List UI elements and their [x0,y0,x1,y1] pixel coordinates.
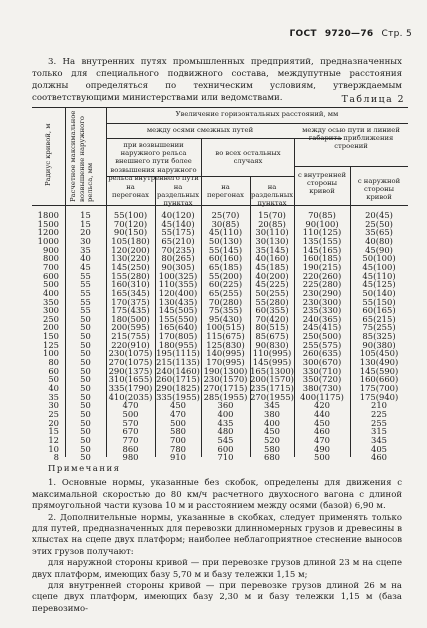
table-cell: 50 [80,322,91,333]
table-cell: 255 [371,417,387,428]
table-cell: 55(280) [255,296,289,307]
table-cell: 110(995) [252,348,292,359]
table-cell: 135(155) [302,235,342,246]
table-cell: 270(1955) [250,391,294,402]
table-cell: 45(125) [362,279,396,290]
table-cell: 230(300) [302,296,342,307]
table-cell: 45(90) [365,244,393,255]
table-cell: 100(515) [206,322,245,333]
table-cell: 490 [314,443,330,454]
table-cell: 10 [48,443,59,454]
table-cell: 30(85) [211,218,240,229]
table-cell: 20 [80,227,91,238]
table-cell: 260(635) [302,348,342,359]
table-cell: 255(575) [302,339,342,350]
table-cell: 80 [48,357,59,368]
table-cell: 1800 [37,210,59,220]
table-cell: 770 [122,434,139,445]
table-cell: 120(400) [158,287,198,298]
note-4: для внутренней стороны кривой — при перевозке грузов длиной 26 м на сцепе двух платформ, имеющих базу 2,30 м и базу тележки 1,15 м (база перевозимо- [32,581,402,614]
table-cell: 980 [122,452,139,463]
table-cell: 145(995) [252,357,292,368]
table-cell: 190(1300) [203,365,248,376]
table-cell: 780 [170,443,186,454]
table-cell: 580 [264,443,280,454]
table-cell: 245(415) [302,322,342,333]
table-cell: 470 [314,434,330,445]
table-cell: 420 [314,400,330,411]
table-cell: 250 [43,313,59,324]
table-cell: 45(225) [255,279,289,290]
table-cell: 8 [53,452,59,463]
table-cell: 460 [371,452,387,463]
table-cell: 1000 [37,235,59,246]
table-cell: 170(805) [158,331,198,342]
table-cell: 480 [217,426,234,437]
table-cell: 80(515) [255,322,289,333]
table-cell: 150 [43,331,59,342]
table-cell: 860 [122,443,139,454]
table-cell: 15 [80,218,91,229]
page-number: Стр. 5 [381,29,412,39]
table-cell: 145(505) [158,305,198,316]
table-cell: 120(200) [111,244,150,255]
table-cell: 25(70) [211,210,240,220]
table-cell: 700 [43,261,59,272]
table-cell: 450 [264,426,280,437]
table-cell: 50 [80,357,91,368]
table-cell: 90(830) [255,339,289,350]
table-cell: 30(110) [255,227,289,238]
table-cell: 600 [217,443,234,454]
table-cell: 310(1655) [108,374,153,385]
header-points: на раздельных пунктах [156,183,200,208]
header-increase: Увеличение горизонтальных расстояний, мм [175,110,339,118]
table-cell: 145(250) [111,261,150,272]
table-cell: 65(215) [362,313,396,324]
table-cell: 60 [48,365,59,376]
table-cell: 35 [48,391,59,402]
table-cell: 95(430) [208,313,243,324]
table-cell: 12 [48,434,59,445]
table-cell: 335(1955) [156,391,200,402]
table-cell: 115(675) [206,331,245,342]
table-cell: 165(345) [111,287,150,298]
table-cell: 15(70) [258,210,286,220]
table-cell: 1200 [37,227,59,238]
header-stages: на перегонах [112,183,149,200]
header-radius: Радиус кривой, м [44,123,52,186]
table-cell: 315 [371,426,387,437]
table-cell: 45(110) [362,270,396,281]
table-cell: 200(595) [111,322,150,333]
table-cell: 110(355) [158,279,198,290]
header-rule-increase [106,123,408,124]
table-cell: 225(280) [302,279,342,290]
header-outer-side: с наружной стороны кривой [357,177,401,202]
table-cell: 90(305) [161,261,195,272]
table-cell: 1500 [37,218,59,229]
header-stages-2: на перегонах [207,183,244,200]
table-cell: 910 [170,452,186,463]
table-cell: 900 [43,244,59,255]
table-cell: 175(435) [111,305,150,316]
table-cell: 55(175) [161,227,195,238]
table-cell: 50 [80,313,91,324]
header-other-cases: во всех остальных случаях [215,149,281,166]
table-cell: 195(1115) [156,348,200,359]
table-cell: 30 [80,235,91,246]
table-cell: 50 [80,391,91,402]
header-elevation: Расчетное максимальное возвышение наружного рельса, мм [69,110,94,202]
table-cell: 20(45) [365,210,393,220]
table-cell: 285(1955) [203,391,248,402]
table-cell: 55 [80,287,91,298]
table-cell: 500 [170,417,186,428]
table-cell: 40 [80,253,91,264]
table-cell: 380 [264,408,280,419]
table-cell: 70(420) [255,313,289,324]
table-cell: 155(550) [158,313,198,324]
table-cell: 30 [48,400,59,411]
table-cell: 500 [122,408,139,419]
table-cell: 50 [80,417,91,428]
table-cell: 125(830) [206,339,245,350]
table-cell: 45(140) [161,218,195,229]
table-cell: 230(290) [302,287,342,298]
table-cell: 125 [43,339,59,350]
table-cell: 45 [80,261,91,272]
table-cell: 145(590) [359,365,399,376]
header-bottom-rule [32,205,408,206]
table-cell: 175(940) [359,391,399,402]
header-inner-side: с внутренней стороны кривой [297,171,347,196]
table-cell: 20(85) [258,218,286,229]
table-cell: 215(755) [111,331,150,342]
table-cell: 680 [264,452,280,463]
table-cell: 40 [48,383,59,393]
table-cell: 55(100) [113,210,148,220]
table-cell: 175(700) [359,383,399,393]
table-cell: 40(160) [255,253,289,264]
header-between-tracks: между осями смежных путей [146,126,254,134]
table-cell: 170(375) [111,296,150,307]
table-cell: 410(2035) [108,391,153,402]
table-cell: 180(955) [158,339,198,350]
table-cell: 105(450) [359,348,399,359]
table-cell: 710 [217,452,234,463]
note-2: 2. Дополнительные нормы, указанные в скобках, следует применять только для путей, предназначенных для перевозки длинномерных грузов и древесины в хлыстах на сцепе двух платформ; наиболее неблагоприятное стеснение выносов этих грузов получают: [32,512,402,557]
table-cell: 50 [80,426,91,437]
intro-text: 3. На внутренних путях промышленных предприятий, предназначенных только для специального подвижного состава, междупутные расстояния должны определяться по техническим условиям, утверждаемым соответствующими министерствами или ведомствами. [32,57,402,103]
table-cell: 235(1715) [250,383,294,393]
table-cell: 70(120) [113,218,148,229]
table-cell: 85(675) [255,331,289,342]
table-cell: 400 [264,417,280,428]
table-cell: 270(1715) [203,383,248,393]
table-cell: 50 [80,331,91,342]
table-cell: 35 [80,244,91,255]
table-cell: 270(1075) [108,357,153,368]
table-cell: 670 [122,426,139,437]
table-cell: 65(185) [208,261,243,272]
table-cell: 165(1300) [250,365,294,376]
table-cell: 65(255) [208,287,243,298]
table-cell: 50 [48,374,59,385]
table-cell: 300(670) [302,357,342,368]
table-cell: 60(165) [362,305,396,316]
table-cell: 160(660) [359,374,399,385]
table-cell: 450 [314,417,330,428]
table-cell: 360 [217,400,234,411]
table-cell: 140(995) [206,348,245,359]
table-cell: 55(200) [208,270,243,281]
table-cell: 290(1825) [156,383,200,393]
table-cell: 170(995) [206,357,245,368]
header-between-axis: между осью пути и линией габарита приближения строений [302,126,400,151]
table-cell: 520 [264,434,280,445]
table-cell: 235(330) [302,305,342,316]
table-cell: 160(310) [111,279,150,290]
table-cell: 435 [217,417,234,428]
table-cell: 50 [80,434,91,445]
table-cell: 70(235) [161,244,195,255]
table-cell: 50(130) [208,235,243,246]
table-cell: 100 [43,348,59,359]
table-cell: 470 [122,400,139,411]
table-cell: 35(65) [365,227,393,238]
table-cell: 55 [80,305,91,316]
table-cell: 450 [170,400,186,411]
standard-label: ГОСТ [289,29,317,39]
table-cell: 200 [43,322,59,333]
table-cell: 45(100) [362,261,396,272]
table-cell: 105(180) [111,235,150,246]
table-cell: 50 [80,339,91,350]
table-cell: 55 [80,279,91,290]
table-cell: 405 [371,443,387,454]
table-cell: 580 [170,426,186,437]
table-cell: 90(100) [305,218,339,229]
table-cell: 65(210) [161,235,195,246]
table-cell: 30(130) [255,235,289,246]
table-cell: 25(50) [365,218,393,229]
table-cell: 345 [371,434,387,445]
table-cell: 400 [217,408,234,419]
table-cell: 40(200) [255,270,289,281]
table-cell: 40(80) [365,235,393,246]
table-cell: 75(355) [208,305,243,316]
page-header [0,29,412,39]
table-cell: 165(640) [158,322,198,333]
table-cell: 545 [217,434,234,445]
table-cell: 800 [43,253,59,264]
table-cell: 200(1570) [250,374,294,385]
table-cell: 50 [80,383,91,393]
table-cell: 50 [80,348,91,359]
table-cell: 335(1790) [108,383,153,393]
table-cell: 350(720) [302,374,342,385]
table-cell: 500 [43,279,59,290]
table-cell: 400(1175) [300,391,344,402]
table-cell: 240(1460) [156,365,200,376]
table-cell: 500 [314,452,330,463]
table-cell: 345 [264,400,280,411]
table-cell: 215(1135) [156,357,200,368]
table-cell: 330(710) [302,365,342,376]
table-cell: 260(1715) [156,374,200,385]
table-cell: 700 [170,434,186,445]
table-cell: 45(110) [208,227,243,238]
table-cell: 15 [80,210,91,220]
table-cell: 40(120) [161,210,195,220]
header-points-2: на раздельных пунктах [251,183,293,208]
table-cell: 440 [314,408,330,419]
table-cell: 90(380) [362,339,396,350]
header-outer-elevation: при возвышении наружного рельса внешнего пути более возвышения наружного рельса внутреннего пути [108,141,199,182]
table-cell: 45(185) [255,261,289,272]
table-cell: 220(910) [111,339,150,350]
table-cell: 600 [43,270,59,281]
table-cell: 380(730) [302,383,342,393]
table-cell: 300 [43,305,59,316]
table-cell: 50(140) [362,287,396,298]
note-3: для наружной стороны кривой — при перевозке грузов длиной 23 м на сцепе двух платформ, имеющих базу 5,70 м и базу тележки 1,15 м; [32,558,402,580]
table-cell: 250(500) [302,331,342,342]
table-cell: 570 [122,417,139,428]
table-cell: 160(185) [302,253,342,264]
table-cell: 70(85) [308,210,336,220]
table-cell: 55 [80,296,91,307]
table-top-rule [32,107,408,108]
table-cell: 460 [314,426,330,437]
notes-section [32,464,402,615]
table-cell: 145(165) [302,244,342,255]
notes-title: Примечания [48,464,121,474]
table-cell: 50 [80,408,91,419]
table-cell: 50 [80,400,91,411]
table-cell: 350 [43,296,59,307]
table-cell: 50 [80,374,91,385]
table-cell: 75(255) [362,322,396,333]
table-cell: 220(260) [302,270,342,281]
table-cell: 70(280) [208,296,243,307]
vrule-radius [65,107,66,205]
table-cell: 230(1570) [203,374,248,385]
table-cell: 55(145) [208,244,243,255]
table-cell: 50 [80,452,91,463]
table-cell: 180(500) [111,313,150,324]
table-cell: 50 [80,365,91,376]
table-cell: 130(490) [359,357,399,368]
table-cell: 130(435) [158,296,198,307]
standard-number: 9720—76 [324,29,374,39]
table-cell: 35(145) [255,244,289,255]
table-cell: 290(1375) [108,365,153,376]
note-1: 1. Основные нормы, указанные без скобок, определены для движения с максимальной скоростью до 80 км/ч расчетного двухосного вагона с длиной прямоугольной части кузова 10 м и расстоянием между осями (базой) 6,90 м. [32,478,402,512]
table-cell: 225 [371,408,387,419]
header-rule-axis [294,166,408,167]
table-cell: 400 [43,287,59,298]
table-cell: 130(220) [111,253,150,264]
table-cell: 90(150) [113,227,148,238]
table-cell: 60(355) [255,305,289,316]
table-cell: 110(125) [302,227,342,238]
table-cell: 25 [48,408,59,419]
table-cell: 20 [48,417,59,428]
table-cell: 50(100) [362,253,396,264]
table-cell: 50(255) [255,287,289,298]
table-cell: 210 [371,400,387,411]
table-cell: 15 [48,426,59,437]
table-cell: 80(265) [161,253,195,264]
table-cell: 85(325) [362,331,396,342]
table-cell: 240(365) [302,313,342,324]
table-cell: 100(325) [158,270,198,281]
table-cell: 60(160) [208,253,243,264]
table-cell: 470 [170,408,186,419]
table-cell: 55(150) [362,296,396,307]
table-cell: 60(225) [208,279,243,290]
table-label: Таблица 2 [341,94,405,105]
table-cell: 50 [80,443,91,454]
table-cell: 190(215) [302,261,342,272]
table-cell: 230(1075) [108,348,153,359]
table-cell: 155(280) [111,270,150,281]
table-cell: 55 [80,270,91,281]
